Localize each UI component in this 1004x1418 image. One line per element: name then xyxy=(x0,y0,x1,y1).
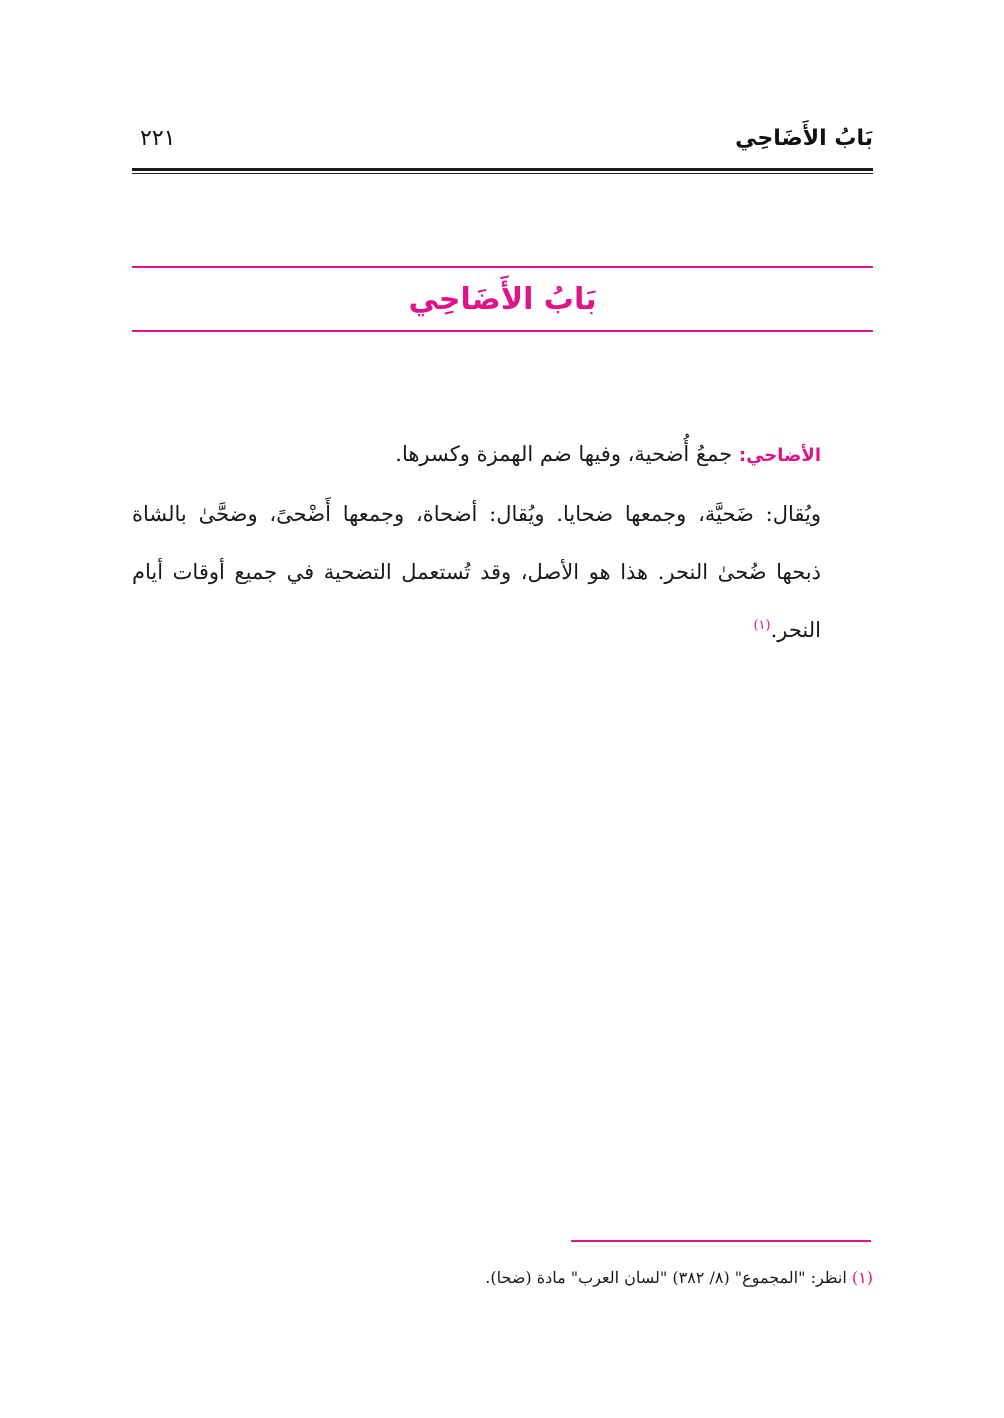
chapter-rule-bottom xyxy=(132,330,873,332)
body-text xyxy=(132,425,873,659)
footnote-reference[interactable]: (١) xyxy=(753,618,771,633)
running-header xyxy=(132,126,873,166)
usage-text: ويُقال: ضَحيَّة، وجمعها ضحايا. ويُقال: أضحاة، وجمعها أَضْحىً، وضحَّىٰ بالشاة ذبحها ضُحىٰ النحر. هذا هو الأصل، وقد تُستعمل التضحية في جميع أوقات أيام النحر. xyxy=(132,502,821,642)
footnote-number: (١) xyxy=(851,1268,873,1287)
running-title: بَابُ الأَضَاحِي xyxy=(735,126,873,151)
paragraph-definition xyxy=(132,425,873,485)
page-number: ٢٢١ xyxy=(140,126,176,151)
chapter-title: بَابُ الأَضَاحِي xyxy=(408,282,597,317)
header-rule-thin xyxy=(132,173,873,174)
chapter-rule-top xyxy=(132,266,873,268)
footnote-text: انظر: "المجموع" (٨/ ٣٨٢) "لسان العرب" مادة (ضحا). xyxy=(485,1268,847,1287)
defined-term: الأضاحي: xyxy=(738,445,821,466)
footnote-separator xyxy=(571,1240,871,1242)
definition-text: جمعُ أُضحية، وفيها ضم الهمزة وكسرها. xyxy=(395,442,739,466)
paragraph-usage xyxy=(132,485,873,659)
header-rule-thick xyxy=(132,168,873,171)
footnote xyxy=(132,1268,873,1287)
